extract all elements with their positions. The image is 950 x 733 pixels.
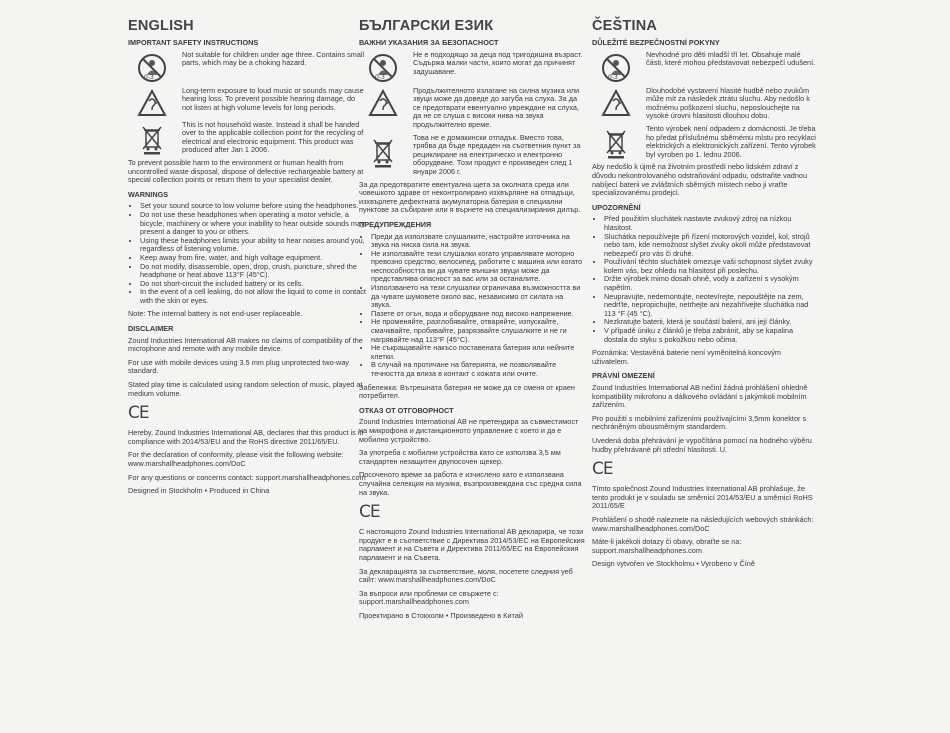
warning-text: Продължителното излагане на силна музика или звуци може да доведе до загуба на слуха. За да се предотврати евентуално увреждане на слуха, да не се слуша с високи нива на звука продължително време. bbox=[413, 85, 580, 129]
warning-text: Nevhodné pro děti mladší tří let. Obsahuje malé části, které mohou představovat nebezpečí udušení. bbox=[646, 49, 816, 68]
list-item: • Използването на тези слушалки ограничава възможността ви да чувате шумовете около вас, независимо от силата на звука. bbox=[371, 284, 585, 310]
origin-text: Проектирано в Стокхолм • Произведено в Китай bbox=[359, 610, 523, 620]
warning-text: Tento výrobek není odpadem z domácnosti. Je třeba ho předat příslušnému sběrnému místu pro recyklaci elektrických a elektronických zařízení. Tento výrobek byl vyroben po 1. lednu 2006. bbox=[646, 123, 816, 159]
warning-text: This is not household waste. Instead it shall be handed over to the applicable collection point for the recycling of electrical and electronic equipment. This product was produced after Jan 1 2006. bbox=[182, 119, 364, 155]
language-title: БЪЛГАРСКИ ЕЗИК bbox=[359, 18, 494, 34]
origin-text: Design vytvořen ve Stockholmu • Vyrobeno v Číně bbox=[592, 559, 755, 569]
disclaimer-text: Zound Industries International AB nečiní žádná prohlášení ohledně kompatibility mikrofonu a dálkového ovládání s jakýmkoli mobilním zařízením. bbox=[592, 383, 808, 410]
list-item: • Držte výrobek mimo dosah ohně, vody a zařízení s vysokým napětím. bbox=[604, 275, 818, 292]
battery-disposal-text: За да предотвратите евентуална щета за околната среда или човешкото здраве от неконтролирано изхвърляне на отпадъци, изхвърлете дефектната акумулаторна батерия в специални пунктове за събиране или я върнете на специализирания дилър. bbox=[359, 179, 581, 215]
safety-heading: ВАЖНИ УКАЗАНИЯ ЗА БЕЗОПАСНОСТ bbox=[359, 38, 499, 47]
list-item: • Sluchátka nepoužívejte při řízení motorových vozidel, kol, strojů nebo tam, kde nemožnost slyšet zvuky okolí může představovat nebezpečí pro vás či druhé. bbox=[604, 233, 818, 259]
disclaimer-heading: PRÁVNÍ OMEZENÍ bbox=[592, 371, 655, 381]
warning-children bbox=[359, 51, 585, 83]
battery-disposal-text: Aby nedošlo k újmě na životním prostředí nebo lidském zdraví z důvodu nekontrolovaného odstraňování odpadu, odstraňte vadnou nabíjecí baterii ve zvláštních sběrných místech nebo ji vraťte specializovanému prodejci. bbox=[592, 162, 808, 198]
declaration-text: Tímto společnost Zound Industries International AB prohlašuje, že tento produkt je v souladu se směrnicí 2014/53/EU a směrnicí RoHS 2011/65/E bbox=[592, 484, 813, 511]
warning-hearing bbox=[592, 87, 818, 121]
language-title: ENGLISH bbox=[128, 18, 194, 34]
battery-note: Poznámka: Vestavěná baterie není vyměnitelná koncovým uživatelem. bbox=[592, 348, 782, 366]
disclaimer-text: Stated play time is calculated using random selection of music, played at medium volume. bbox=[128, 380, 363, 398]
declaration-text: Máte-li jakékoli dotazy či obavy, obraťte se na: support.marshallheadphones.com bbox=[592, 537, 742, 555]
hearing-warning-icon bbox=[592, 87, 640, 117]
ce-mark-icon: CE bbox=[592, 459, 613, 480]
list-item: • Пазете от огън, вода и оборудване под високо напрежение. bbox=[371, 310, 585, 319]
hearing-warning-icon bbox=[359, 87, 407, 117]
safety-heading: DŮLEŽITÉ BEZPEČNOSTNÍ POKYNY bbox=[592, 38, 720, 47]
list-item: • Nezkratujte baterii, která je součástí balení, ani její články. bbox=[604, 318, 818, 327]
no-children-icon bbox=[128, 51, 176, 83]
battery-disposal-text: To prevent possible harm to the environment or human health from uncontrolled waste disposal, dispose of defective rechargeable battery at special collection points or return them to your specialist dealer. bbox=[128, 157, 364, 185]
list-item: • Neupravujte, nedemontujte, neotevírejte, nepouštějte na zem, nedrťte, nepropichujte, netrhejte ani nezahřívejte sluchátka nad 113 °F (45 °C). bbox=[604, 293, 818, 319]
weee-bin-icon bbox=[359, 134, 407, 168]
list-item: • Не променяйте, разглобявайте, отваряйте, изпускайте, смачквайте, пробивайте, разрязвайте слушалките и не ги нагрявайте над 113°F (45°C). bbox=[371, 318, 585, 344]
list-item: • Set your sound source to low volume before using the headphones. bbox=[140, 202, 366, 211]
disclaimer-text: Zound Industries International AB makes no claims of compatibility of the microphone and remote with any mobile device. bbox=[128, 335, 363, 354]
declaration-text: For any questions or concerns contact: support.marshallheadphones.com bbox=[128, 472, 366, 482]
battery-note: Note: The internal battery is not end-user replaceable. bbox=[128, 309, 303, 319]
warnings-list bbox=[128, 202, 366, 305]
declaration-text: Hereby, Zound Industries International AB, declares that this product is in compliance with 2014/53/EU and the RoHS directive 2011/65/EU. bbox=[128, 428, 364, 446]
warning-text: Dlouhodobé vystavení hlasité hudbě nebo zvukům může mít za následek ztrátu sluchu. Aby nedošlo k možnému poškození sluchu, neposlouchejte na vysoké úrovni hlasitosti dlouhou dobu. bbox=[646, 85, 810, 121]
disclaimer-text: Uvedená doba přehrávání je vypočítána pomocí na hodného výběru hudby přehrávané při střední hlasitosti. U. bbox=[592, 435, 812, 454]
safety-heading: IMPORTANT SAFETY INSTRUCTIONS bbox=[128, 38, 259, 47]
column-bulgarian bbox=[359, 18, 585, 625]
warning-text: Not suitable for children under age three. Contains small parts, which may be a choking hazard. bbox=[182, 49, 365, 68]
warnings-list bbox=[592, 215, 818, 344]
list-item: • Не използвайте тези слушалки когато управлявате моторно превозно средство, велосипед, работите с машина или когато неспособността ви да чувате външни звуци може да представлява опасност за вас или за останалите. bbox=[371, 250, 585, 284]
disclaimer-text: Посоченото време за работа е изчислено като е използвана случайна селекция на музика, възпроизвеждана със средна сила на звука. bbox=[359, 470, 582, 497]
warning-children bbox=[592, 51, 818, 83]
disclaimer-text: Pro použití s mobilními zařízeními používajícími 3,5mm konektor s nechráněným obousměrným standardem. bbox=[592, 413, 807, 432]
list-item: • In the event of a cell leaking, do not allow the liquid to come in contact with the skin or eyes. bbox=[140, 288, 366, 305]
no-children-icon bbox=[592, 51, 640, 83]
warning-weee bbox=[359, 134, 585, 177]
disclaimer-text: Zound Industries International AB не претендира за съвместимост на микрофона и дистанционното управление с което и да е мобилно устройство. bbox=[359, 417, 579, 444]
warnings-list bbox=[359, 233, 585, 379]
column-czech bbox=[592, 18, 818, 574]
warning-weee bbox=[128, 121, 366, 155]
disclaimer-heading: DISCLAIMER bbox=[128, 324, 174, 334]
list-item: • Keep away from fire, water, and high voltage equipment. bbox=[140, 254, 366, 263]
warnings-heading: ПРЕДУПРЕЖДЕНИЯ bbox=[359, 219, 432, 229]
list-item: • Преди да използвате слушалките, настройте източника на звука на ниска сила на звука. bbox=[371, 233, 585, 250]
list-item: • V případě úniku z článků je třeba zabránit, aby se kapalina dostala do styku s pokožkou nebo očima. bbox=[604, 327, 818, 344]
list-item: • Do not short-circuit the included battery or its cells. bbox=[140, 280, 366, 289]
no-children-icon bbox=[359, 51, 407, 83]
warning-text: Не е подходящо за деца под тригодишна възраст. Съдържа малки части, които могат да причинят задушаване. bbox=[413, 49, 583, 76]
list-item: • Do not modify, disassemble, open, drop, crush, puncture, shred the headphone or heat above 113°F (45°C). bbox=[140, 263, 366, 280]
origin-text: Designed in Stockholm • Produced in China bbox=[128, 486, 270, 496]
declaration-text: За въпроси или проблеми се свържете с: support.marshallheadphones.com bbox=[359, 588, 499, 607]
declaration-text: За декларацията за съответствие, моля, посетете следния уеб сайт: www.marshallheadphones.com/DoC bbox=[359, 566, 573, 585]
list-item: • Před použitím sluchátek nastavte zvukový zdroj na nízkou hlasitost. bbox=[604, 215, 818, 232]
warnings-heading: WARNINGS bbox=[128, 189, 169, 199]
warning-text: Long-term exposure to loud music or sounds may cause hearing loss. To prevent possible hearing damage, do not listen at high volume levels for long periods. bbox=[182, 85, 364, 112]
svg-text:0-3: 0-3 bbox=[144, 73, 154, 81]
list-item: • В случай на протичане на батерията, не позволявайте течността да влиза в контакт с кожата или очите. bbox=[371, 361, 585, 378]
hearing-warning-icon bbox=[128, 87, 176, 117]
disclaimer-heading: ОТКАЗ ОТ ОТГОВОРНОСТ bbox=[359, 405, 454, 415]
disclaimer-text: За употреба с мобилни устройства като се използва 3,5 мм стандартен незащитен двупосочен щекер. bbox=[359, 448, 561, 466]
language-title: ČEŠTINA bbox=[592, 18, 658, 34]
weee-bin-icon bbox=[592, 125, 640, 159]
warning-children bbox=[128, 51, 366, 83]
ce-mark-icon: CE bbox=[359, 502, 380, 523]
ce-mark-icon: CE bbox=[128, 403, 149, 424]
svg-text:0-3: 0-3 bbox=[375, 73, 385, 81]
svg-text:0-3: 0-3 bbox=[608, 73, 618, 81]
declaration-text: С настоящото Zound Industries International AB декларира, че този продукт е в съответствие с Директива 2014/53/ЕС на Европейския парламент и на Съвета и Директива 2011/65/ЕС на Европейския парламент и на Съвета. bbox=[359, 527, 585, 562]
warning-weee bbox=[592, 125, 818, 159]
battery-note: Забележка: Вътрешната батерия не може да се сменя от краен потребител. bbox=[359, 382, 575, 401]
warning-hearing bbox=[128, 87, 366, 117]
column-english bbox=[128, 18, 366, 501]
declaration-text: For the declaration of conformity, please visit the following website: www.marshallheadphones.com/DoC bbox=[128, 450, 344, 468]
list-item: • Не съкращавайте накъсо поставената батерия или нейните клетки. bbox=[371, 344, 585, 361]
disclaimer-text: For use with mobile devices using 3.5 mm plug unprotected two-way standard. bbox=[128, 357, 350, 376]
declaration-text: Prohlášení o shodě naleznete na následujících webových stránkách: www.marshallheadphones.com/DoC bbox=[592, 514, 814, 533]
warning-text: Това не е домакински отпадък. Вместо това, трябва да бъде предаден на съответния пункт за рециклиране на електрическо и електронно оборудване. Този продукт е произведен след 1 януари 2006 г. bbox=[413, 132, 581, 176]
list-item: • Do not use these headphones when operating a motor vehicle, a bicycle, machinery or where your inability to hear outside sounds may present a danger to you or others. bbox=[140, 211, 366, 237]
weee-bin-icon bbox=[128, 121, 176, 155]
list-item: • Používání těchto sluchátek omezuje vaši schopnost slyšet zvuky kolem vás, bez ohledu na hlasitost při poslechu. bbox=[604, 258, 818, 275]
list-item: • Using these headphones limits your ability to hear noises around you, regardless of listening volume. bbox=[140, 237, 366, 254]
warnings-heading: UPOZORNĚNÍ bbox=[592, 202, 641, 212]
warning-hearing bbox=[359, 87, 585, 130]
